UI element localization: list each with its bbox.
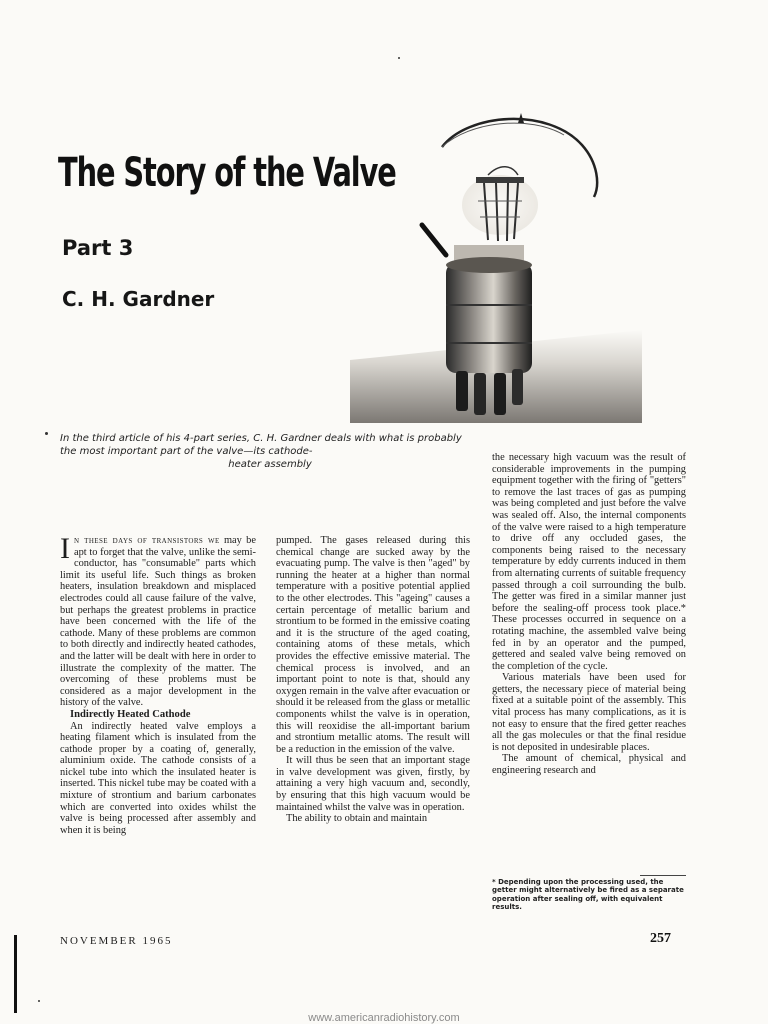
footnote: * Depending upon the processing used, the getter might alternatively be fired as a separate operation after sealing off, with equivalent results. bbox=[492, 878, 684, 912]
paragraph: pumped. The gases released during this chemical change are sucked away by the evacuating pump. The valve is then "aged" by running the heater at a higher than normal temperature with a positive potential applied to the other electrodes. This "ageing" causes a certain percentage of metallic barium and strontium to be formed in the emissive coating and it is the structure of the aged coating, containing atoms of these metals, which provides the effective emissive material. The chemical process is involved, and an important point to note is that, should any oxygen remain in the valve after evacuation or should it be released from the glass or metallic components whilst the valve is in operation, this will reoxidise the all-important barium and strontium metallic atoms. The result will be a reduction in the emission of the valve. bbox=[276, 535, 470, 755]
issue-date: NOVEMBER 1965 bbox=[60, 935, 173, 947]
drop-cap: I bbox=[60, 532, 70, 565]
paragraph: The amount of chemical, physical and engineering research and bbox=[492, 753, 686, 777]
column-1 bbox=[60, 532, 256, 836]
paragraph: It will thus be seen that an important stage in valve development was given, firstly, by attaining a very high vacuum and, secondly, by ensuring that this high vacuum would be maintained whilst the valve was in operation. bbox=[276, 755, 470, 813]
section-subhead: Indirectly Heated Cathode bbox=[70, 708, 191, 720]
standfirst-line: In the third article of his 4-part series, C. H. Gardner deals with what is probably the most important part of the valve—its cathode- bbox=[60, 433, 462, 457]
paragraph: The ability to obtain and maintain bbox=[286, 813, 428, 825]
paragraph: the necessary high vacuum was the result of considerable improvements in the pumping equipment together with the firing of "getters" to remove the last traces of gas as pumping was being completed and just before the valve was sealed off. Also, the internal components of the valve were raised to a high temperature to drive off any occluded gases, the components being raised to the necessary temperature by eddy currents induced in them from alternating currents of suitable frequency passed through a coil surrounding the bulb. The getter was fired in a similar manner just before the sealing-off process took place.* These processes occurred in sequence on a rotating machine, the assembled valve being fed in by an operator and the pumped, gettered and sealed valve being removed on the completion of the cycle. bbox=[492, 452, 686, 672]
article-part: Part 3 bbox=[62, 236, 134, 260]
column-3 bbox=[492, 452, 686, 777]
column-2 bbox=[276, 535, 470, 825]
standfirst bbox=[60, 432, 480, 471]
lead-in: n these days of transistors we bbox=[74, 535, 220, 546]
article-title: The Story of the Valve bbox=[58, 150, 396, 196]
article-author: C. H. Gardner bbox=[62, 287, 215, 311]
paragraph: Various materials have been used for getters, the necessary piece of material being fixed at a suitable point of the assembly. This vital process has many complications, as it is not easy to ensure that the fired getter reaches all the gas molecules or that the final residue is not deposited in undesirable places. bbox=[492, 672, 686, 753]
scan-edge-mark bbox=[14, 935, 17, 1013]
scan-speck bbox=[45, 432, 48, 435]
paragraph-text: may be apt to forget that the valve, unlike the semi-conductor, has "consumable" parts which limit its useful life. Such things as broken heaters, insulation breakdown and misplaced electrodes could all cause failure of the valve, but perhaps the greatest problems in practice have been concerned with the life of the cathode. Many of these problems are common to both directly and indirectly heated cathodes, and the latter will be dealt with here in order to illustrate the complexity of the matter. The overcoming of these problems must be considered as a major development in the history of the valve. bbox=[60, 535, 256, 709]
valve-photo bbox=[350, 105, 642, 423]
paragraph bbox=[60, 532, 256, 709]
paragraph: An indirectly heated valve employs a heating filament which is insulated from the cathode proper by a coating of, generally, aluminium oxide. The cathode consists of a nickel tube into which the insulated heater is inserted. This nickel tube may be coated with a mixture of strontium and barium carbonates which are converted into oxides whilst the valve is being processed after assembly and when it is being bbox=[60, 720, 256, 836]
scan-speck bbox=[38, 1000, 40, 1002]
standfirst-line: heater assembly bbox=[228, 459, 312, 470]
source-watermark[interactable]: www.americanradiohistory.com bbox=[308, 1012, 460, 1024]
scan-speck bbox=[398, 57, 400, 59]
footnote-rule bbox=[640, 875, 686, 876]
page-number: 257 bbox=[650, 931, 671, 946]
